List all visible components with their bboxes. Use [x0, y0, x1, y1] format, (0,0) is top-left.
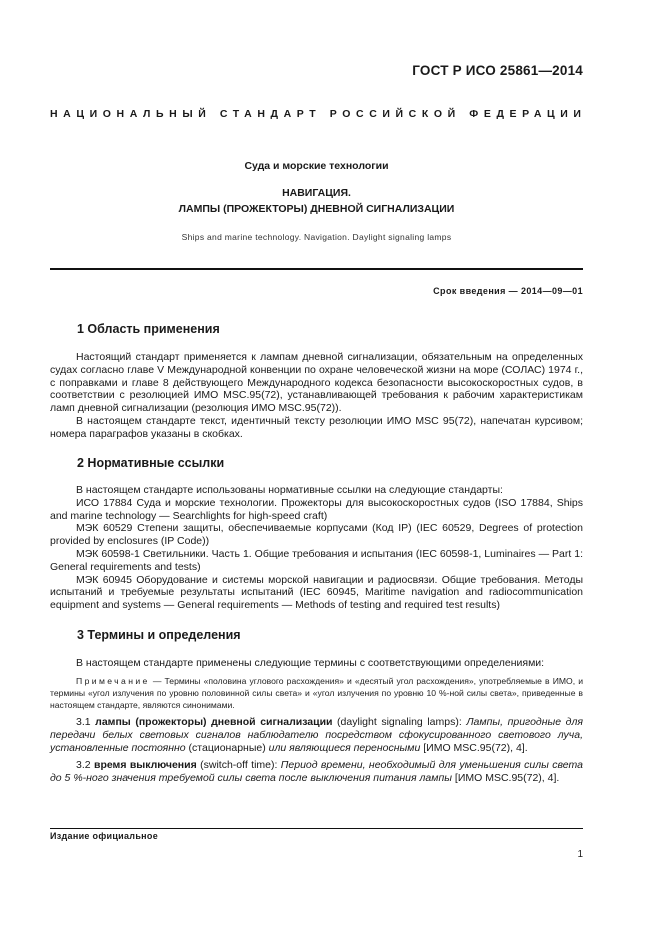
section-3-heading: 3 Термины и определения [77, 628, 241, 642]
term-3-2-definition: Период времени, необходимый для уменьшения силы света до 5 %-ного значения требуемой силы света после выключения питания лампы [50, 759, 583, 784]
reference-iec-60529: МЭК 60529 Степени защиты, обеспечиваемые корпусами (Код IP) (IEC 60529, Degrees of protection provided by enclosures (IP Code)) [50, 522, 583, 548]
title-divider [50, 268, 583, 270]
note-text: — Термины «половина углового расхождения» и «десятый угол расхождения», употребляемые в ИМО, и термины «угол излучения по уровню половинной силы света» и «угол излучения по уровню 10 %-ной силы света», приведенные в настоящем стандарте, являются синонимами. [50, 676, 583, 710]
section-2-heading: 2 Нормативные ссылки [77, 456, 225, 470]
section-1-body [50, 351, 583, 441]
section-1-paragraph-2: В настоящем стандарте текст, идентичный тексту резолюции ИМО MSC 95(72), напечатан курсивом; номера параграфов указаны в скобках. [50, 414, 583, 440]
standard-title-line2: ЛАМПЫ (ПРОЖЕКТОРЫ) ДНЕВНОЙ СИГНАЛИЗАЦИИ [178, 203, 455, 215]
official-edition-label: Издание официальное [50, 831, 159, 841]
term-3-2-number: 3.2 [76, 759, 94, 771]
standard-subject: Суда и морские технологии [244, 160, 389, 172]
term-3-1-reference: [ИМО MSC.95(72), 4]. [420, 741, 528, 754]
standard-title-english: Ships and marine technology. Navigation. Daylight signaling lamps [181, 232, 452, 242]
national-standard-banner: НАЦИОНАЛЬНЫЙ СТАНДАРТ РОССИЙСКОЙ ФЕДЕРАЦИИ [50, 108, 587, 120]
term-3-1-definition-c: или являющиеся переносными [268, 741, 421, 754]
term-3-2 [50, 759, 583, 785]
section-1-heading: 1 Область применения [77, 322, 220, 336]
term-3-1-number: 3.1 [76, 716, 96, 728]
term-3-2-reference: [ИМО MSC.95(72), 4]. [451, 771, 560, 784]
footer-divider [50, 828, 583, 829]
reference-iso-17884: ИСО 17884 Суда и морские технологии. Прожекторы для высокоскоростных судов (ISO 17884, Ships and marine technology — Searchlights for high-speed craft) [50, 496, 583, 522]
section-3-intro-block [50, 657, 583, 670]
term-3-1-definition-a: Лампы, пригодные для передачи белых световых сигналов наблюдателю посредством сфокусированного светового луча, установленные постоянно [50, 716, 583, 754]
reference-iec-60598-1: МЭК 60598-1 Светильники. Часть 1. Общие требования и испытания (IEC 60598-1, Luminaires — Part 1: General requirements and tests) [50, 547, 583, 573]
term-3-1-definition-b: (стационарные) [185, 741, 269, 754]
page-number: 1 [577, 849, 583, 860]
standard-title-line1: НАВИГАЦИЯ. [282, 187, 351, 199]
term-3-1-english: (daylight signaling lamps): [332, 716, 467, 728]
section-2-intro: В настоящем стандарте использованы нормативные ссылки на следующие стандарты: [76, 484, 503, 496]
section-2-body [50, 484, 583, 612]
section-1-paragraph-1: Настоящий стандарт применяется к лампам дневной сигнализации, обязательным на определенных судах согласно главе V Международной конвенции по охране человеческой жизни на море (СОЛАС) 1974 г., с поправками и главе 8 действующего Международного кодекса безопасности высокоскоростных судов, в соответствии с резолюцией ИМО MSC.95(72), устанавливающей требования к рабочим характеристикам ламп дневной сигнализации (резолюция ИМО MSC.95(72)). [50, 351, 583, 415]
terms-note [50, 675, 583, 711]
term-3-2-english: (switch-off time): [196, 759, 281, 771]
term-3-1 [50, 716, 583, 754]
note-label: Примечание [76, 676, 150, 686]
term-3-1-name: лампы (прожекторы) дневной сигнализации [95, 716, 333, 728]
section-3-intro: В настоящем стандарте применены следующие термины с соответствующими определениями: [76, 657, 545, 669]
term-3-2-name: время выключения [93, 759, 197, 771]
effective-date: Срок введения — 2014—09—01 [433, 286, 583, 296]
reference-iec-60945: МЭК 60945 Оборудование и системы морской навигации и радиосвязи. Общие требования. Методы испытаний и требуемые результаты испытаний (IEC 60945, Maritime navigation and radiocommunication equipment and systems — General requirements — Methods of testing and required test results) [50, 573, 583, 612]
document-number: ГОСТ Р ИСО 25861—2014 [412, 63, 583, 78]
